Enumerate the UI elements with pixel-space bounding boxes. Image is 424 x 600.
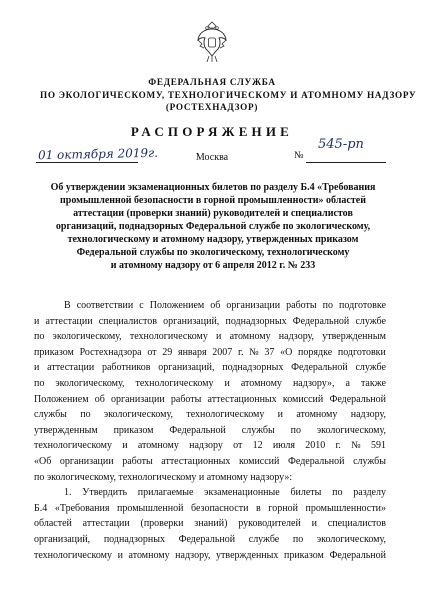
body-line: по экологическому, технологическому и атомному надзору»: — [34, 471, 293, 483]
word: организации — [59, 455, 114, 467]
word: приказом — [283, 549, 324, 561]
word: Положением — [149, 300, 205, 311]
word: Федеральной — [329, 549, 386, 561]
word: экологическому, — [52, 331, 122, 343]
word: Федеральной — [287, 455, 345, 467]
word: 591 — [370, 440, 386, 452]
title-line: и атомному надзору от 6 апреля 2012 г. № 233 — [110, 260, 316, 271]
coat-of-arms-icon — [196, 20, 228, 64]
word: поднадзорных — [225, 315, 287, 327]
word: Федеральной — [329, 393, 386, 405]
title-line: организаций, поднадзорных Федеральной службе по экологическому, — [55, 221, 371, 232]
word: и — [311, 518, 317, 530]
word: службы — [241, 424, 275, 436]
word: Федеральной — [291, 362, 348, 374]
word: атомному — [137, 440, 179, 452]
word: поднадзорных — [103, 533, 165, 545]
document-body — [34, 298, 386, 563]
word: специалистов — [327, 518, 386, 530]
document-type: РАСПОРЯЖЕНИЕ — [130, 124, 294, 139]
word: руководителей — [238, 518, 301, 530]
word: работников — [101, 362, 151, 374]
handwritten-date: 01 октября 2019г. — [37, 145, 159, 163]
body-line — [34, 423, 386, 439]
word: и — [122, 440, 128, 452]
word: соответствии — [76, 300, 134, 311]
body-line — [34, 532, 386, 548]
word: поднадзорных — [222, 362, 284, 374]
word: организаций, — [163, 315, 220, 327]
word: а — [345, 377, 350, 389]
word: по — [290, 424, 301, 436]
word: прилагаемые — [137, 487, 194, 499]
word: работы — [122, 455, 153, 467]
body-line — [34, 345, 386, 361]
word: атомному — [296, 409, 338, 421]
body-line — [34, 376, 386, 392]
word: надзору — [189, 440, 223, 452]
word: организации — [226, 300, 281, 311]
title-line: технологическому и атомному надзору, утвержденных приказом — [67, 234, 359, 245]
word: В — [64, 300, 71, 311]
word: экзаменационные — [204, 487, 280, 499]
word: 12 — [252, 440, 263, 452]
word: службы — [353, 455, 386, 467]
agency-name — [40, 76, 417, 114]
word: и — [216, 331, 222, 343]
word: июля — [272, 440, 295, 452]
word: и — [277, 409, 284, 421]
word: атомному — [128, 549, 170, 561]
word: Федеральной — [292, 315, 350, 327]
word: атомному — [229, 331, 271, 343]
body-line — [34, 548, 386, 564]
word: службе — [355, 362, 386, 374]
word: Федеральной — [169, 424, 226, 436]
body-line — [34, 516, 386, 532]
word: безопасности — [191, 502, 249, 514]
word: областей — [34, 518, 72, 530]
word: технологическому — [129, 331, 208, 343]
word: билеты — [290, 487, 322, 499]
word: «О — [280, 346, 293, 358]
word: службы — [34, 409, 67, 421]
handwritten-number: 545-рп — [318, 137, 364, 152]
word: г. — [237, 346, 244, 358]
word: 1. — [64, 487, 72, 499]
word: аттестации — [47, 362, 95, 374]
word: по — [292, 533, 304, 545]
word: аттестации — [82, 518, 130, 530]
word: экологическому, — [55, 377, 125, 389]
word: службе — [248, 533, 280, 545]
word: января — [177, 346, 207, 358]
word: технологическому — [186, 409, 265, 421]
body-line — [34, 329, 386, 345]
word: технологическому — [135, 377, 214, 389]
agency-line-2: ПО ЭКОЛОГИЧЕСКОМУ, ТЕХНОЛОГИЧЕСКОМУ И АТОМНОМУ НАДЗОРУ — [40, 89, 417, 100]
title-line: Об утверждении экзаменационных билетов по разделу Б.4 «Требования — [50, 182, 376, 193]
body-line — [34, 314, 386, 330]
word: аттестации — [45, 315, 93, 327]
word: порядке — [298, 346, 333, 358]
word: аттестационных — [207, 393, 277, 405]
word: надзору, — [278, 331, 315, 343]
body-line — [34, 360, 386, 376]
word: с — [139, 300, 144, 311]
word: организаций, — [34, 533, 91, 545]
number-underline — [306, 162, 386, 163]
word: горной — [268, 502, 298, 514]
word: аттестационных — [161, 455, 231, 467]
word: 37 — [264, 346, 275, 358]
document-title — [44, 181, 382, 272]
word: атомному — [240, 377, 282, 389]
word: и — [34, 362, 40, 374]
word: № — [249, 346, 259, 358]
word: (проверки — [140, 518, 184, 530]
word: об — [210, 300, 221, 311]
word: надзору, — [175, 549, 211, 561]
word: об — [94, 393, 105, 405]
word: комиссий — [238, 455, 280, 467]
word: работы — [170, 393, 202, 405]
word: 29 — [162, 346, 173, 358]
word: знаний) — [194, 518, 228, 530]
word: подготовки — [337, 346, 386, 358]
word: комиссий — [282, 393, 324, 405]
word: технологическому — [34, 440, 112, 452]
word: промышленной — [117, 502, 184, 514]
body-line — [34, 501, 386, 517]
word: надзору», — [292, 377, 335, 389]
agency-line-3: (РОСТЕХНАДЗОР) — [165, 102, 259, 112]
body-line — [34, 407, 386, 423]
word: промышленности» — [305, 502, 386, 514]
word: утвержденным — [322, 331, 386, 343]
word: по — [34, 377, 45, 389]
word: работы — [286, 300, 317, 311]
word: № — [351, 440, 361, 452]
word: экологическому, — [316, 533, 386, 545]
word: по — [332, 487, 343, 499]
word: надзору, — [350, 409, 386, 421]
word: подготовке — [339, 300, 386, 311]
word: организации — [111, 393, 165, 405]
word: Федеральной — [178, 533, 236, 545]
city: Москва — [195, 152, 229, 163]
word: приказом — [34, 346, 74, 358]
number-sign: № — [294, 150, 304, 161]
word: от — [147, 346, 157, 358]
word: также — [360, 377, 386, 389]
title-line: Федеральной службы по экологическому, технологическому — [76, 247, 350, 258]
word: по — [80, 409, 91, 421]
word: 2007 — [212, 346, 233, 358]
word: специалистов — [98, 315, 157, 327]
word: экологическому, — [316, 424, 386, 436]
word: экологическому, — [103, 409, 174, 421]
word: разделу — [353, 487, 386, 499]
word: и — [117, 549, 123, 561]
body-line — [34, 392, 386, 408]
word: службе — [355, 315, 386, 327]
title-line: промышленной безопасности в горной промышленности» областей — [60, 195, 366, 206]
body-line — [34, 298, 386, 314]
word: организаций, — [158, 362, 215, 374]
agency-line-1: ФЕДЕРАЛЬНАЯ СЛУЖБА — [148, 77, 276, 87]
title-line: аттестации (проверки знаний) руководителей и специалистов — [73, 208, 353, 219]
word: и — [224, 377, 230, 389]
word: Положением — [34, 393, 89, 405]
body-line — [34, 454, 386, 470]
body-line — [34, 438, 386, 454]
word: по — [322, 300, 334, 311]
word: в — [256, 502, 261, 514]
word: «Об — [34, 455, 52, 467]
word: Ростехнадзора — [79, 346, 142, 358]
word: по — [34, 331, 45, 343]
word: Утвердить — [82, 487, 128, 499]
word: и — [34, 315, 40, 327]
word: утвержденных — [216, 549, 279, 561]
word: технологическому — [34, 549, 112, 561]
word: Б.4 — [34, 502, 48, 514]
word: приказом — [113, 424, 154, 436]
word: г. — [335, 440, 341, 452]
word: от — [233, 440, 243, 452]
body-line — [34, 485, 386, 501]
word: утвержденным — [34, 424, 98, 436]
word: «Требования — [54, 502, 110, 514]
word: 2010 — [305, 440, 326, 452]
